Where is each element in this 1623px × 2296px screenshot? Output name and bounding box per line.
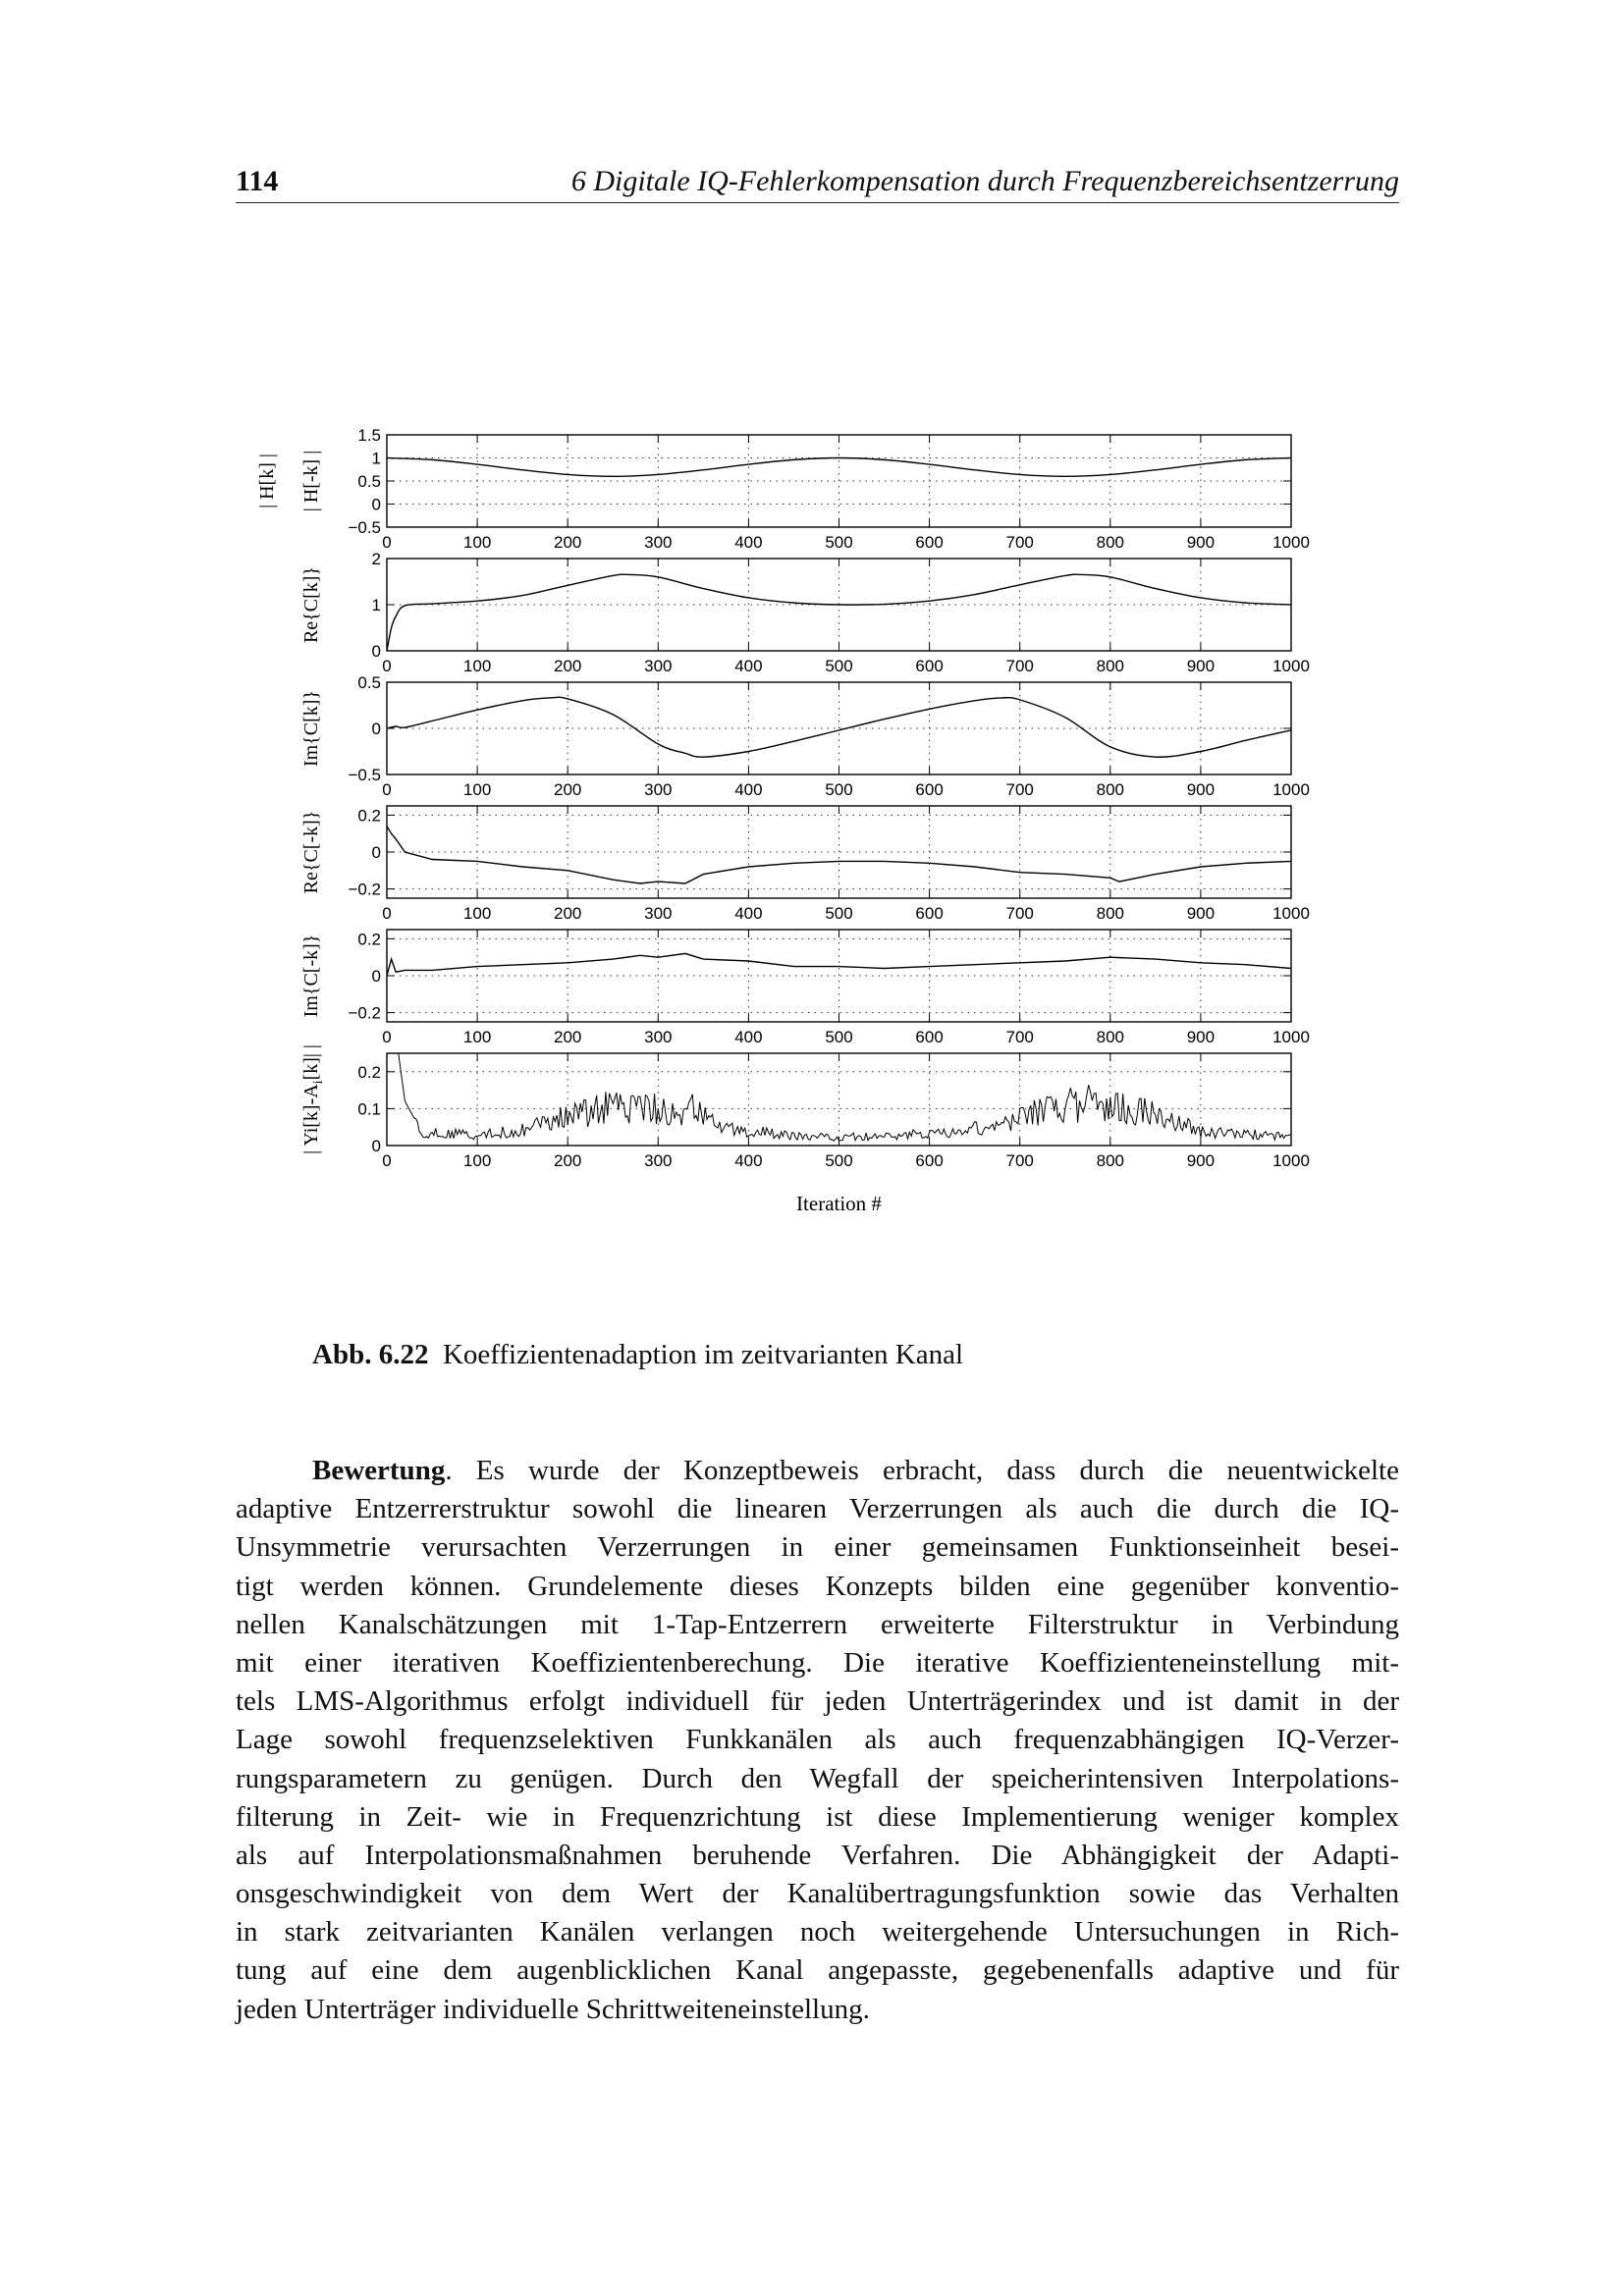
y-tick-label: −0.5 <box>348 766 381 784</box>
y-label-part: [k]| | <box>300 1044 322 1081</box>
series-line <box>387 574 1291 651</box>
x-tick-label: 300 <box>644 904 673 923</box>
x-tick-label: 200 <box>554 904 582 923</box>
x-tick-label: 100 <box>462 533 492 552</box>
line-text: tung auf eine dem augenblicklichen Kanal angepasste, gegebenenfalls adaptive und für <box>236 1954 1399 1987</box>
x-tick-label: 400 <box>734 533 763 552</box>
x-tick-label: 400 <box>734 1151 763 1170</box>
y-tick-label: −0.2 <box>348 1003 381 1023</box>
y-tick-label: 0 <box>371 843 381 862</box>
line-text: in stark zeitvarianten Kanälen verlangen noch weitergehende Untersuchungen in Rich- <box>236 1916 1399 1949</box>
subplot-1 <box>256 426 1310 552</box>
x-tick-label: 900 <box>1186 1028 1216 1046</box>
line-text: mit einer iterativen Koeffizientenberechung. Die iterative Koeffizienteneinstellung mit- <box>236 1646 1399 1679</box>
x-tick-label: 200 <box>554 780 582 799</box>
paragraph-line <box>236 1760 1399 1798</box>
y-tick-label: 0 <box>371 967 381 986</box>
y-tick-label: 0.5 <box>357 472 381 491</box>
y-tick-label: 2 <box>371 550 381 568</box>
y-tick-label: 0.5 <box>357 673 381 692</box>
y-label-part: | Yi[k]-A <box>300 1084 322 1154</box>
line-text: adaptive Entzerrerstruktur sowohl die linearen Verzerrungen als auch die durch die IQ- <box>236 1493 1399 1525</box>
x-tick-label: 400 <box>734 780 763 799</box>
x-tick-label: 500 <box>825 1151 853 1170</box>
paragraph-line <box>236 1452 1399 1490</box>
x-axis-label: Iteration # <box>796 1192 882 1215</box>
y-axis-label <box>300 1044 326 1154</box>
x-tick-label: 200 <box>554 1151 582 1170</box>
paragraph-line <box>236 1682 1399 1721</box>
x-tick-label: 700 <box>1005 1151 1034 1170</box>
y-tick-label: 0.2 <box>357 806 381 826</box>
paragraph-line <box>236 1875 1399 1913</box>
x-tick-label: 700 <box>1005 533 1034 552</box>
x-tick-label: 300 <box>644 780 673 799</box>
y-tick-label: 0.2 <box>357 930 381 949</box>
y-axis-label: Re{C[k]} <box>300 565 322 644</box>
y-tick-label: 0.2 <box>357 1062 381 1082</box>
y-tick-label: 1 <box>371 596 381 614</box>
x-tick-label: 700 <box>1005 904 1034 923</box>
y-tick-label: 0.1 <box>357 1099 381 1119</box>
paragraph-line <box>236 1568 1399 1606</box>
x-tick-label: 0 <box>382 904 392 923</box>
x-tick-label: 600 <box>915 780 944 799</box>
series-line <box>387 953 1291 976</box>
running-header-title: 6 Digitale IQ-Fehlerkompensation durch Frequenzbereichsentzerrung <box>570 165 1399 197</box>
y-tick-label: 0 <box>371 642 381 661</box>
x-tick-label: 700 <box>1005 780 1034 799</box>
x-tick-label: 1000 <box>1272 780 1310 799</box>
x-tick-label: 300 <box>644 1151 673 1170</box>
line-text: Unsymmetrie verursachten Verzerrungen in einer gemeinsamen Funktionseinheit besei- <box>236 1531 1399 1564</box>
y-tick-label: 1 <box>371 449 381 468</box>
x-tick-label: 0 <box>382 657 392 675</box>
x-tick-label: 400 <box>734 1028 763 1046</box>
x-tick-label: 600 <box>915 1151 944 1170</box>
x-tick-label: 100 <box>462 904 492 923</box>
x-tick-label: 900 <box>1186 533 1216 552</box>
x-tick-label: 800 <box>1096 533 1124 552</box>
x-tick-label: 1000 <box>1272 657 1310 675</box>
line-text: Lage sowohl frequenzselektiven Funkkanälen als auch frequenzabhängigen IQ-Verzer- <box>236 1724 1399 1756</box>
x-tick-label: 400 <box>734 657 763 675</box>
x-tick-label: 100 <box>462 1028 492 1046</box>
page-number: 114 <box>236 165 279 197</box>
subplot-6 <box>300 924 1310 1215</box>
subplot-3 <box>300 673 1310 799</box>
x-tick-label: 100 <box>462 1151 492 1170</box>
y-axis-label: Re{C[-k]} <box>300 810 322 894</box>
x-tick-label: 900 <box>1186 780 1216 799</box>
x-tick-label: 1000 <box>1272 1151 1310 1170</box>
series-line <box>387 827 1291 883</box>
x-tick-label: 500 <box>825 904 853 923</box>
x-tick-label: 100 <box>462 780 492 799</box>
line-text: nellen Kanalschätzungen mit 1-Tap-Entzerrern erweiterte Filterstruktur in Verbindung <box>236 1608 1399 1640</box>
x-tick-label: 900 <box>1186 904 1216 923</box>
x-tick-label: 500 <box>825 1028 853 1046</box>
x-tick-label: 600 <box>915 533 944 552</box>
line-text: als auf Interpolationsmaßnahmen beruhende Verfahren. Die Abhängigkeit der Adapti- <box>236 1839 1399 1871</box>
paragraph-line <box>236 1798 1399 1837</box>
x-tick-label: 300 <box>644 533 673 552</box>
caption-text: Koeffizientenadaption im zeitvarianten Kanal <box>442 1339 964 1370</box>
x-tick-label: 1000 <box>1272 1028 1310 1046</box>
line-text: tigt werden können. Grundelemente dieses Konzepts bilden eine gegenüber konventio- <box>236 1570 1399 1602</box>
x-tick-label: 700 <box>1005 657 1034 675</box>
line-text: jeden Unterträger individuelle Schrittweiteneinstellung. <box>236 1993 870 2025</box>
paragraph-line <box>236 1606 1399 1644</box>
y-tick-label: 0 <box>371 495 381 514</box>
x-tick-label: 0 <box>382 533 392 552</box>
figure-caption <box>312 1339 963 1371</box>
line-text: . Es wurde der Konzeptbeweis erbracht, dass durch die neuentwickelte <box>445 1455 1399 1486</box>
y-tick-label: −0.2 <box>348 880 381 899</box>
x-tick-label: 800 <box>1096 780 1124 799</box>
body-paragraph <box>236 1452 1399 2029</box>
x-tick-label: 200 <box>554 1028 582 1046</box>
paragraph-line <box>236 1837 1399 1875</box>
x-tick-label: 900 <box>1186 657 1216 675</box>
x-tick-label: 600 <box>915 657 944 675</box>
y-tick-label: −0.5 <box>348 518 381 537</box>
x-tick-label: 800 <box>1096 657 1124 675</box>
y-axis-label: | H[-k] | <box>300 450 322 512</box>
caption-label: Abb. 6.22 <box>312 1339 429 1370</box>
subplot-2 <box>300 550 1310 675</box>
x-tick-label: 500 <box>825 780 853 799</box>
y-tick-label: 1.5 <box>357 426 381 445</box>
x-tick-label: 300 <box>644 1028 673 1046</box>
y-axis-label: Im{C[k]} <box>300 689 322 768</box>
paragraph-lead: Bewertung <box>312 1455 446 1486</box>
x-tick-label: 300 <box>644 657 673 675</box>
x-tick-label: 0 <box>382 1151 392 1170</box>
x-tick-label: 500 <box>825 657 853 675</box>
x-tick-label: 100 <box>462 657 492 675</box>
x-tick-label: 900 <box>1186 1151 1216 1170</box>
paragraph-line <box>236 1721 1399 1759</box>
y-label-subscript: i <box>311 1080 326 1085</box>
paragraph-line <box>236 1913 1399 1951</box>
line-text: onsgeschwindigkeit von dem Wert der Kanalübertragungsfunktion sowie das Verhalten <box>236 1878 1399 1910</box>
x-tick-label: 800 <box>1096 1151 1124 1170</box>
line-text: tels LMS-Algorithmus erfolgt individuell für jeden Unterträgerindex und ist damit in der <box>236 1685 1399 1718</box>
paragraph-line <box>236 1991 1399 2029</box>
x-tick-label: 200 <box>554 533 582 552</box>
x-tick-label: 0 <box>382 780 392 799</box>
x-tick-label: 0 <box>382 1028 392 1046</box>
x-tick-label: 600 <box>915 904 944 923</box>
subplot-5 <box>300 930 1310 1046</box>
x-tick-label: 700 <box>1005 1028 1034 1046</box>
x-tick-label: 800 <box>1096 1028 1124 1046</box>
paragraph-line <box>236 1528 1399 1567</box>
x-tick-label: 600 <box>915 1028 944 1046</box>
line-text: filterung in Zeit- wie in Frequenzrichtung ist diese Implementierung weniger komplex <box>236 1800 1399 1833</box>
paragraph-line <box>236 1951 1399 1990</box>
y-axis-label: | H[k] | <box>256 454 278 508</box>
y-tick-label: 0 <box>371 720 381 738</box>
paragraph-line <box>236 1644 1399 1682</box>
y-axis-label: Im{C[-k]} <box>300 934 322 1018</box>
y-tick-label: 0 <box>371 1137 381 1155</box>
x-tick-label: 800 <box>1096 904 1124 923</box>
paragraph-line <box>236 1490 1399 1528</box>
x-tick-label: 1000 <box>1272 533 1310 552</box>
x-tick-label: 200 <box>554 657 582 675</box>
line-text: rungsparametern zu genügen. Durch den Wegfall der speicherintensiven Interpolations- <box>236 1762 1399 1794</box>
x-tick-label: 1000 <box>1272 904 1310 923</box>
subplot-4 <box>300 806 1310 923</box>
x-tick-label: 500 <box>825 533 853 552</box>
x-tick-label: 400 <box>734 904 763 923</box>
